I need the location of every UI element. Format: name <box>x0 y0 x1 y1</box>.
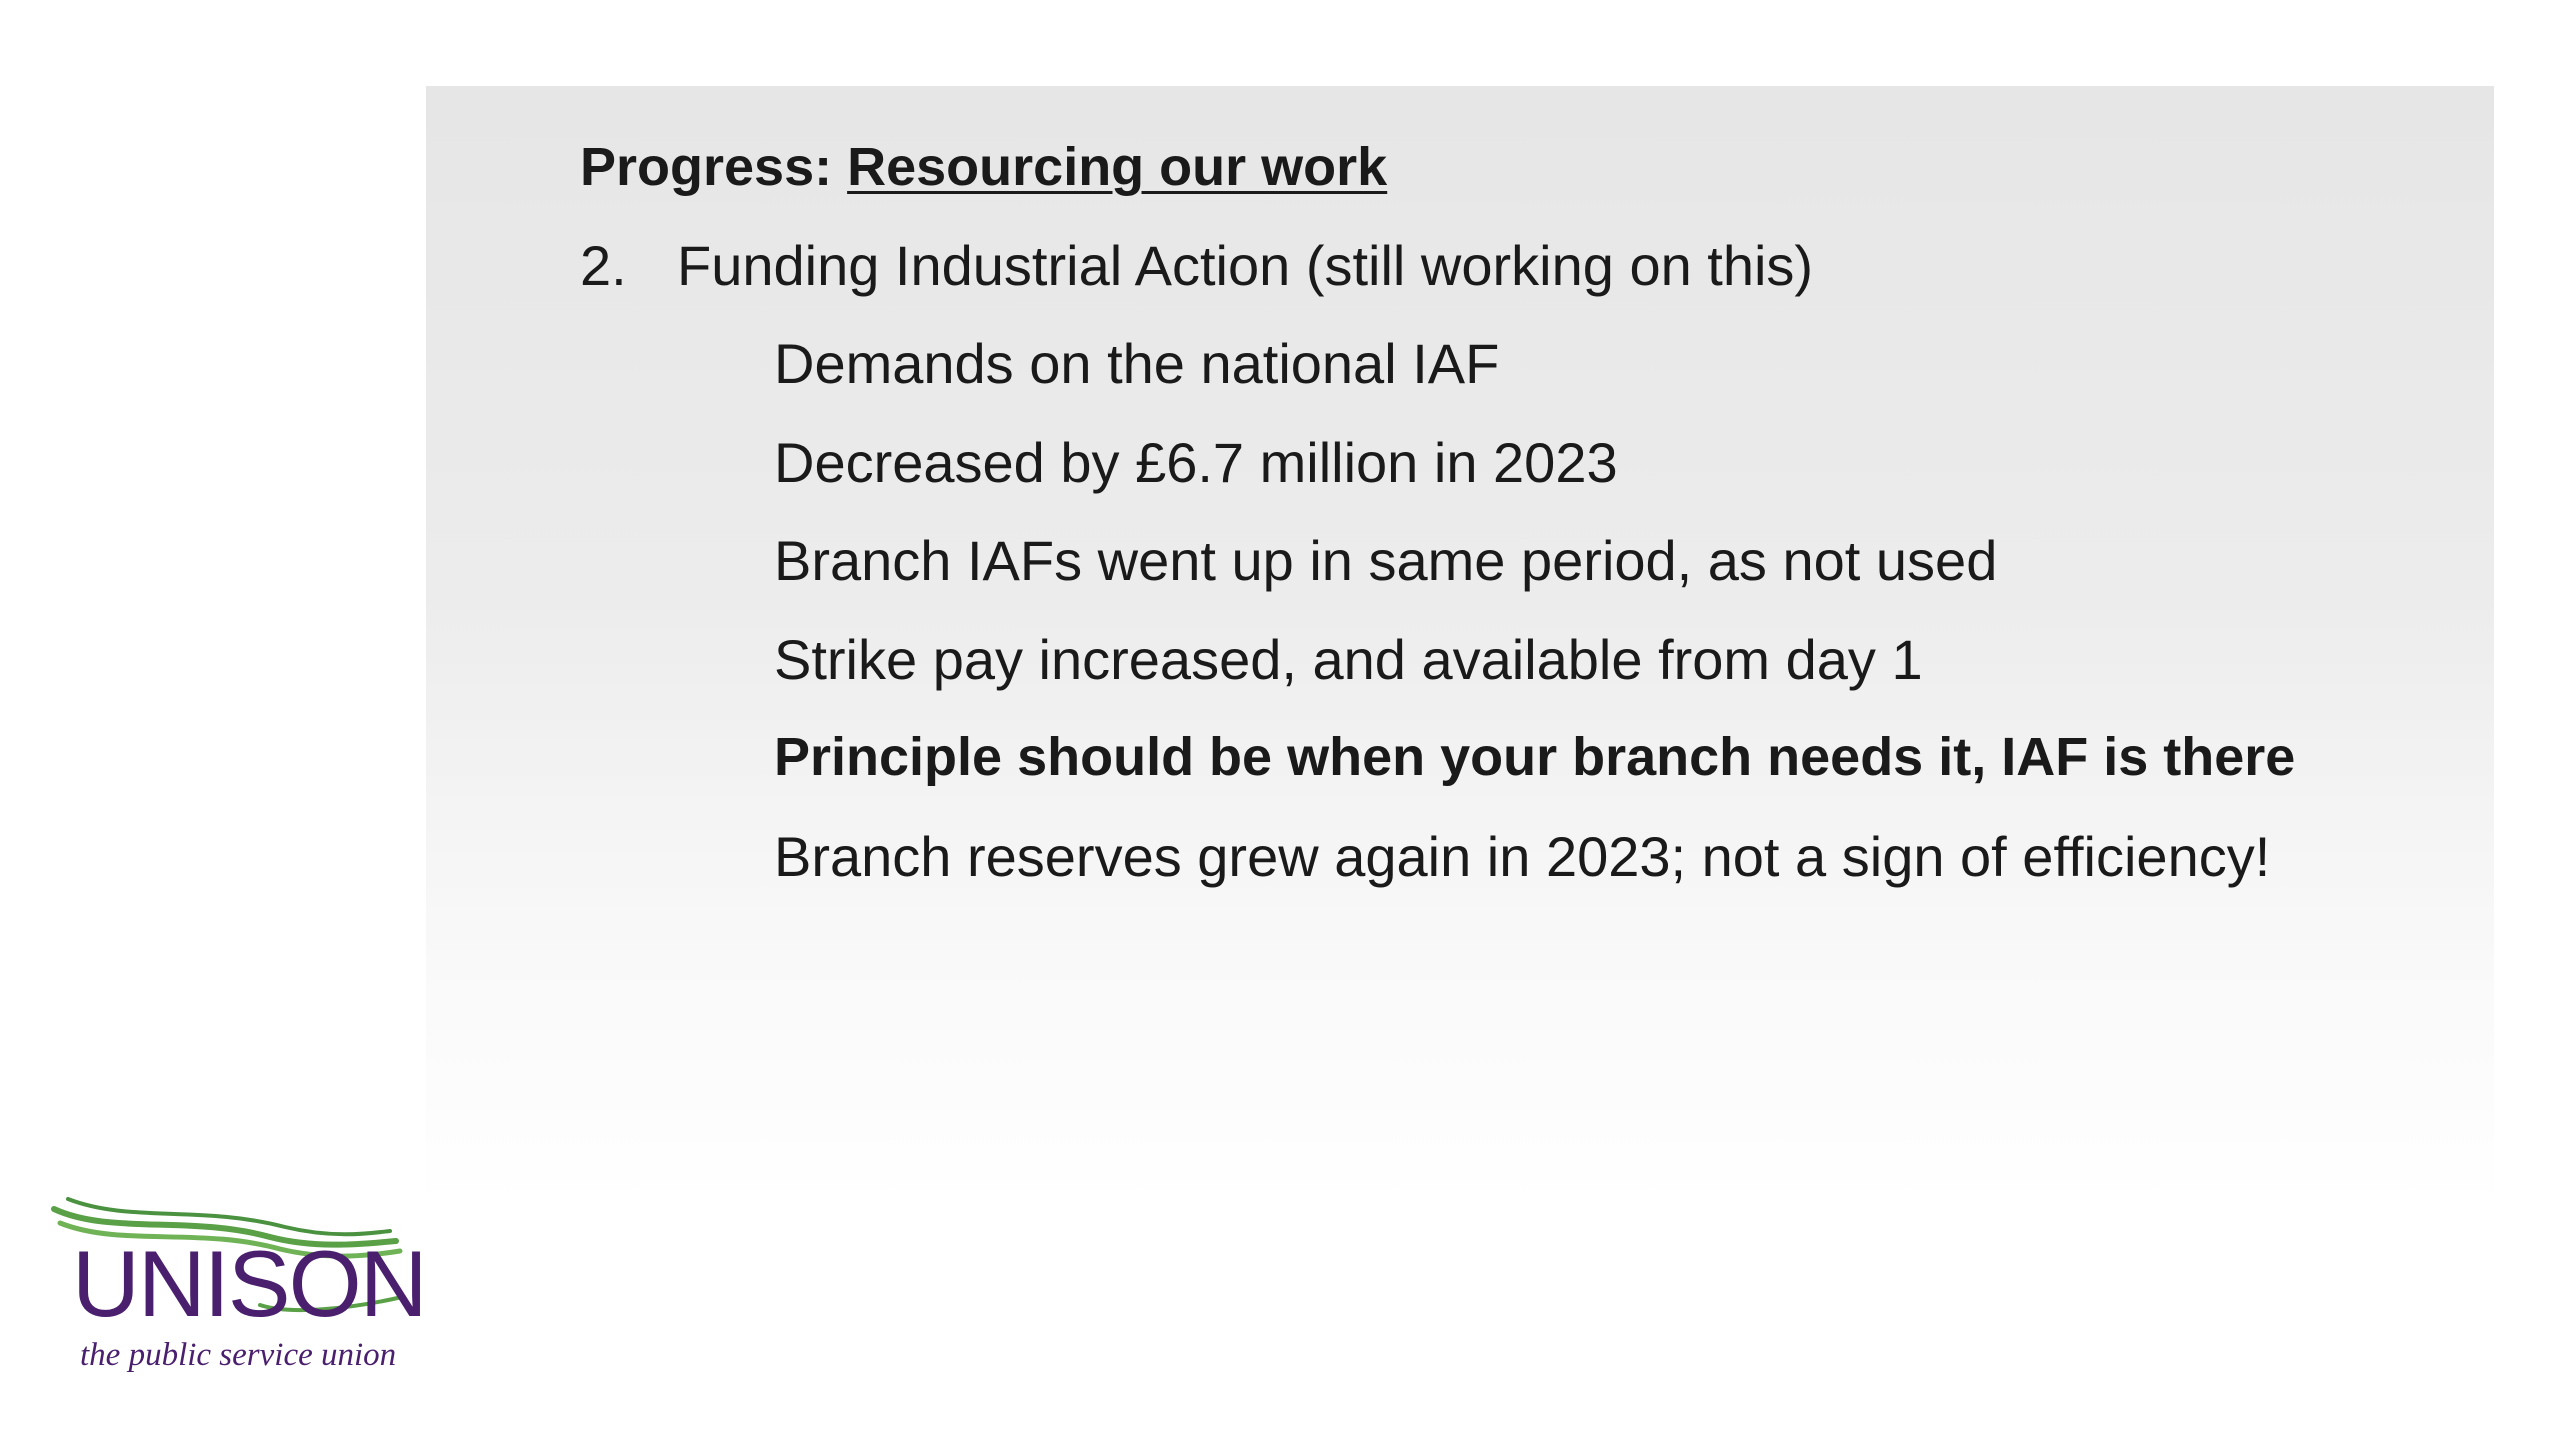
slide-body <box>580 137 2296 927</box>
item-number: 2. <box>580 234 627 297</box>
item-text: Funding Industrial Action (still working on this) <box>677 234 1814 297</box>
sub-point: Decreased by £6.7 million in 2023 <box>774 430 1618 494</box>
unison-logo <box>50 1195 426 1385</box>
sub-point: Branch reserves grew again in 2023; not a sign of efficiency! <box>774 824 2271 888</box>
sub-point: Demands on the national IAF <box>774 332 1500 395</box>
numbered-item <box>580 234 2295 336</box>
sub-point: Branch IAFs went up in same period, as not used <box>774 529 1998 592</box>
sub-point: Strike pay increased, and available from day 1 <box>774 627 1923 691</box>
title-prefix: Progress: <box>580 137 848 197</box>
sub-point-bold: Principle should be when your branch needs it, IAF is there <box>774 727 2296 787</box>
slide-title <box>580 137 2295 238</box>
logo-wordmark: UNISON <box>72 1231 426 1336</box>
title-underlined: Resourcing our work <box>847 137 1388 197</box>
logo-tagline: the public service union <box>80 1337 397 1373</box>
